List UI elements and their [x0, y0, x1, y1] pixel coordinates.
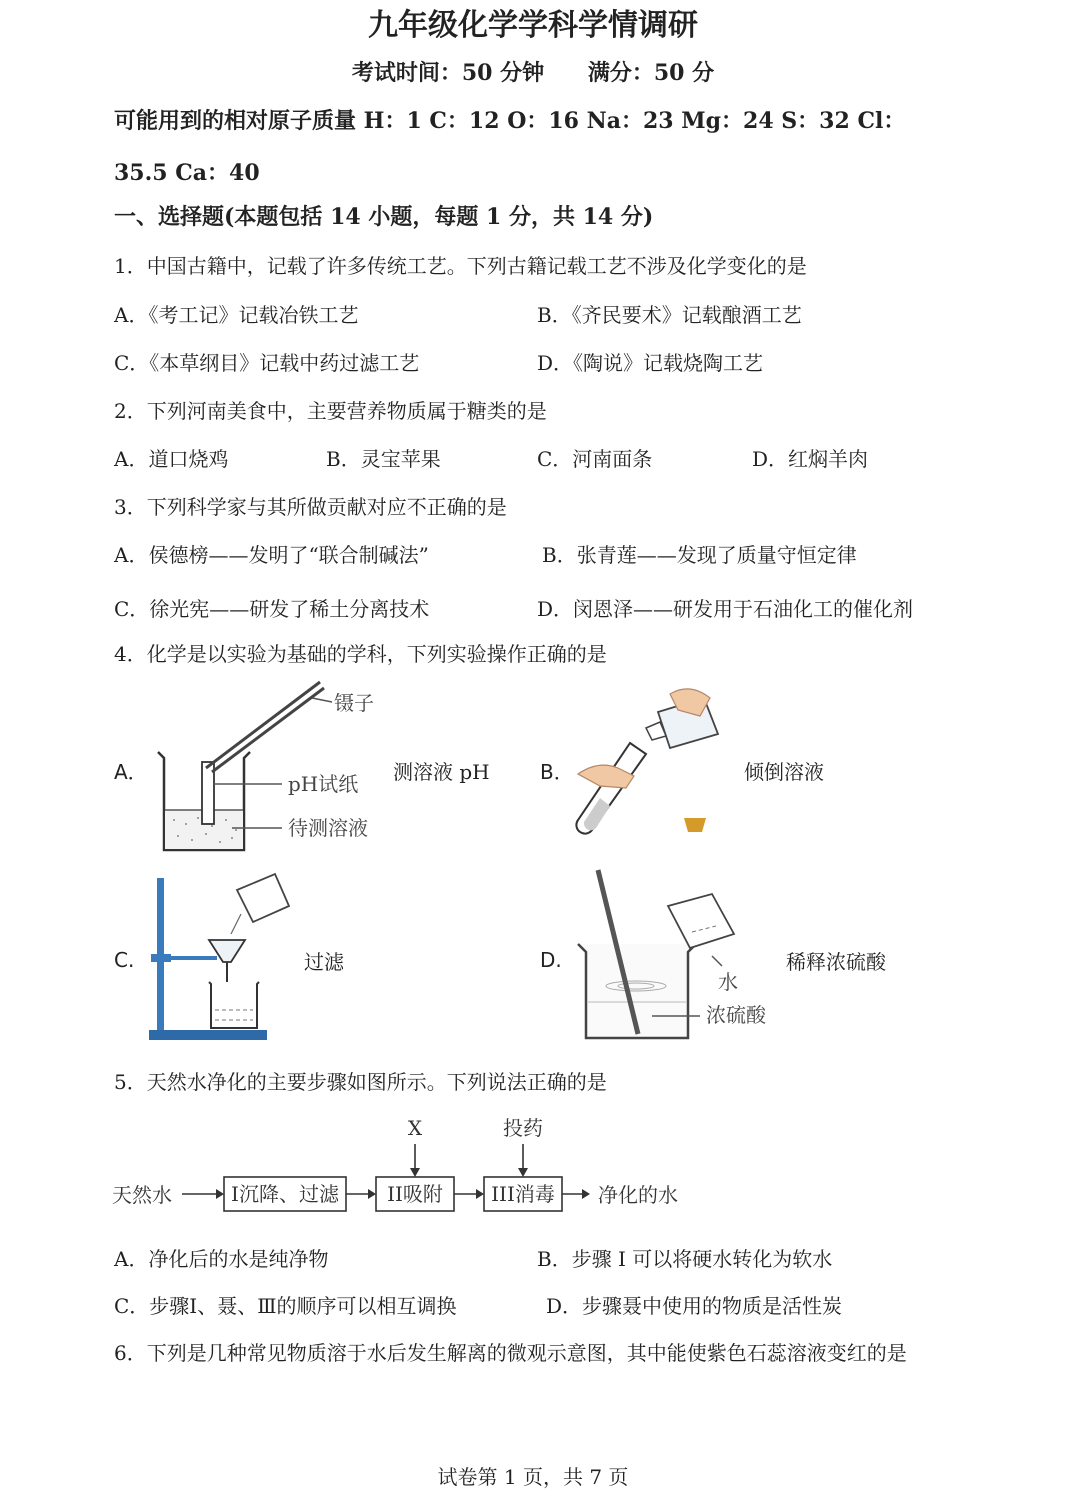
q3-option-a: A．侯德榜——发明了“联合制碱法”	[114, 543, 429, 567]
q6-stem: 6．下列是几种常见物质溶于水后发生解离的微观示意图，其中能使紫色石蕊溶液变红的是	[114, 1341, 907, 1365]
receiving-beaker-icon	[209, 982, 259, 1028]
q4-c-caption: 过滤	[304, 950, 344, 974]
full-score: 满分：50 分	[587, 60, 715, 86]
q4-b-figure	[570, 688, 740, 848]
q3-option-b: B．张青莲——发现了质量守恒定律	[542, 543, 857, 567]
test-tube-icon	[576, 743, 646, 834]
q3-option-c: C．徐光宪——研发了稀土分离技术	[114, 597, 430, 621]
label-ph-paper: pH试纸	[288, 772, 359, 796]
q4-d-letter: D.	[540, 948, 562, 972]
q5-flow-diagram	[108, 1110, 708, 1220]
q3-option-d: D．闵恩泽——研发用于石油化工的催化剂	[537, 597, 914, 621]
q4-a-letter: A．	[114, 760, 148, 784]
q2-option-a: A．道口烧鸡	[114, 447, 229, 471]
q4-c-figure	[145, 870, 295, 1045]
arrow-icon	[368, 1189, 376, 1199]
exam-info	[0, 56, 1066, 87]
q5-option-a: A．净化后的水是纯净物	[114, 1247, 329, 1271]
tweezers-icon	[206, 682, 324, 772]
q1-option-c: C．《本草纲目》记载中药过滤工艺	[114, 351, 420, 375]
q4-d-figure	[572, 866, 782, 1046]
q1-stem: 1．中国古籍中，记载了许多传统工艺。下列古籍记载工艺不涉及化学变化的是	[114, 254, 807, 278]
q5-stem: 5．天然水净化的主要步骤如图所示。下列说法正确的是	[114, 1070, 607, 1094]
q1-option-d: D．《陶说》记载烧陶工艺	[537, 351, 764, 375]
atomic-mass-line-1: 可能用到的相对原子质量 H：1 C：12 O：16 Na：23 Mg：24 S：32 Cl：	[114, 108, 906, 134]
q2-option-c: C．河南面条	[537, 447, 653, 471]
pouring-beaker-icon	[231, 874, 289, 934]
q4-a-figure	[140, 672, 400, 862]
q3-stem: 3．下列科学家与其所做贡献对应不正确的是	[114, 495, 507, 519]
label-tweezers: 镊子	[334, 691, 374, 715]
bottle-stopper-icon	[684, 818, 706, 832]
water-beaker-icon	[668, 894, 734, 948]
step-1-label: I沉降、过滤	[231, 1182, 339, 1206]
q4-a-caption: 测溶液 pH	[393, 760, 490, 784]
q5-option-d: D．步骤聂中使用的物质是活性炭	[546, 1294, 843, 1318]
reagent-bottle-icon	[646, 689, 718, 748]
q4-b-caption: 倾倒溶液	[744, 760, 824, 784]
page-title: 九年级化学学科学情调研	[368, 8, 698, 43]
label-test-solution: 待测溶液	[288, 816, 368, 840]
atomic-mass-line-2: 35.5 Ca：40	[114, 160, 260, 186]
q5-option-c: C．步骤Ⅰ、聂、Ⅲ的顺序可以相互调换	[114, 1294, 457, 1318]
q2-option-b: B．灵宝苹果	[326, 447, 441, 471]
input-x: X	[407, 1116, 423, 1140]
step-3-label: III消毒	[491, 1182, 555, 1206]
flow-start: 天然水	[112, 1183, 172, 1207]
exam-time: 考试时间：50 分钟	[351, 60, 545, 86]
q4-c-letter: C.	[114, 948, 135, 972]
arrow-down-icon	[518, 1168, 528, 1177]
section-heading: 一、选择题(本题包括 14 小题，每题 1 分，共 14 分)	[114, 204, 654, 230]
arrow-icon	[582, 1189, 590, 1199]
arrow-icon	[216, 1189, 224, 1199]
q4-d-caption: 稀释浓硫酸	[786, 950, 886, 974]
q2-option-d: D．红焖羊肉	[752, 447, 869, 471]
page-footer: 试卷第 1 页，共 7 页	[437, 1465, 629, 1489]
q1-option-a: A．《考工记》记载冶铁工艺	[114, 303, 359, 327]
arrow-icon	[476, 1189, 484, 1199]
q4-stem: 4．化学是以实验为基础的学科，下列实验操作正确的是	[114, 642, 607, 666]
q5-option-b: B．步骤 I 可以将硬水转化为软水	[537, 1247, 833, 1271]
flow-end: 净化的水	[598, 1183, 678, 1207]
label-water: 水	[718, 970, 738, 994]
arrow-down-icon	[410, 1168, 420, 1177]
label-conc-acid: 浓硫酸	[706, 1003, 766, 1027]
q4-b-letter: B．	[540, 760, 574, 784]
q2-stem: 2．下列河南美食中，主要营养物质属于糖类的是	[114, 399, 547, 423]
input-drug: 投药	[503, 1116, 543, 1140]
q1-option-b: B．《齐民要术》记载酿酒工艺	[537, 303, 802, 327]
step-2-label: II吸附	[387, 1182, 443, 1206]
